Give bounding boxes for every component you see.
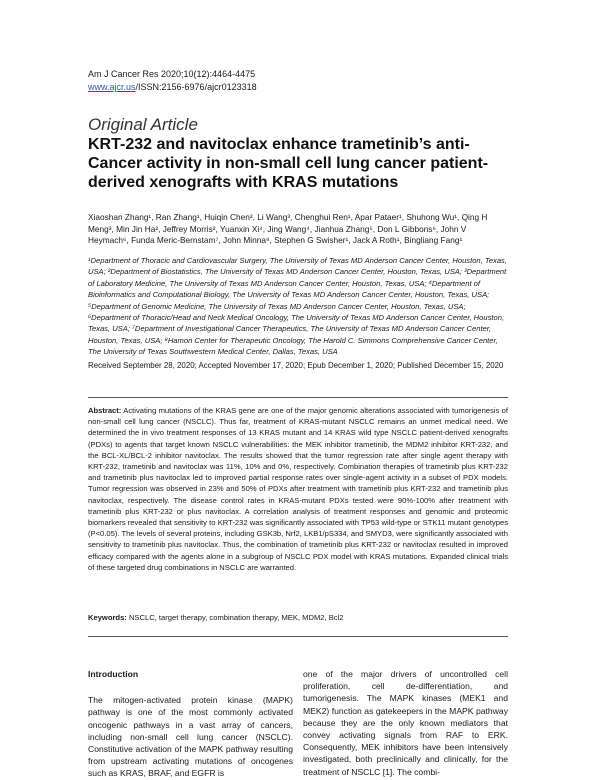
journal-header	[88, 68, 508, 94]
intro-right-text: one of the major drivers of uncontrolled cell proliferation, cell de-differentiation, and tumorigenesis. The MAPK kinases (MEK1 and MEK2) function as gatekeepers in the MAPK pathway because they are the only known mediators that convey activating signals from RAF to ERK. Consequently, MEK inhibitors have been intensively investigated, both preclinically and clinically, for the treatment of NSCLC [1]. The combi-	[303, 669, 508, 777]
author-list: Xiaoshan Zhang¹, Ran Zhang¹, Huiqin Chen², Li Wang³, Chenghui Ren¹, Apar Pataer¹, Shuhong Wu¹, Qing H Meng³, Min Jin Ha², Jeffrey Morris², Yuanxin Xi⁴, Jing Wang⁴, Jianhua Zhang⁵, Don L Gibbons⁶, John V Heymach⁶, Funda Meric-Bernstam⁷, John Minna⁸, Stephen G Swisher¹, Jack A Roth¹, Bingliang Fang¹	[88, 212, 488, 245]
issn-text: /ISSN:2156-6976/ajcr0123318	[135, 82, 257, 92]
abstract-text: Activating mutations of the KRAS gene are one of the major genomic alterations associated with tumorigenesis of non-small cell lung cancer (NSCLC). Thus far, treatment of KRAS-mutant NSCLC remains an unmet medical need. We determined the in vivo treatment responses of 13 KRAS mutant and 14 KRAS wild type NSCLC patient-derived xenografts (PDXs) to agents that target known NSCLC vulnerabilities: the MEK inhibitor trametinib, the MDM2 inhibitor KRT-232, and the BCL-XL/BCL-2 inhibitor navitoclax. The results showed that the tumor regression rate after single agent therapy with KRT-232, trametinib and navitoclax was 11%, 10% and 0%, respectively. Combination therapies of trametinib plus KRT-232 and trametinib plus navitoclax led to improved partial response rates over single-agent activity in a subset of PDX models. Tumor regression was observed in 23% and 50% of PDXs after treatment with trametinib plus KRT-232 and trametinib plus navitoclax, respectively. The disease control rates in KRAS-mutant PDXs tested were 90%-100% after treatment with trametinib plus KRT-232 or plus navitoclax. A correlation analysis of treatment responses and genomic and proteomic biomarkers revealed that sensitivity to KRT-232 was significantly associated with TP53 wild-type or STK11 mutant genotypes (P<0.05). The levels of several proteins, including GSK3b, Nrf2, LKB1/pS334, and SMYD3, were significantly associated with sensitivity to trametinib plus navitoclax. Thus, the combination of trametinib plus KRT-232 or navitoclax resulted in improved efficacy compared with the agents alone in a subgroup of NSCLC PDX model with KRAS mutations. Expanded clinical trials of these targeted drug combinations in NSCLC are warranted.	[88, 406, 508, 572]
publication-dates: Received September 28, 2020; Accepted November 17, 2020; Epub December 1, 2020; Published December 15, 2020	[88, 361, 504, 370]
keywords	[88, 612, 508, 623]
journal-links	[88, 81, 508, 94]
divider	[88, 397, 508, 398]
abstract-label: Abstract:	[88, 406, 122, 415]
affiliations: ¹Department of Thoracic and Cardiovascular Surgery, The University of Texas MD Anderson Cancer Center, Houston, Texas, USA; ²Department of Biostatistics, The University of Texas MD Anderson Cancer Center, Houston, Texas, USA; ³Department of Laboratory Medicine, The University of Texas MD Anderson Cancer Center, Houston, Texas, USA; ⁴Department of Bioinformatics and Computational Biology, The University of Texas MD Anderson Cancer Center, Houston, Texas, USA; ⁵Department of Genomic Medicine, The University of Texas MD Anderson Cancer Center, Houston, Texas, USA; ⁶Department of Thoracic/Head and Neck Medical Oncology, The University of Texas MD Anderson Cancer Center, Houston, Texas, USA; ⁷Department of Investigational Cancer Therapeutics, The University of Texas MD Anderson Cancer Center, Houston, Texas, USA; ⁸Hamon Center for Therapeutic Oncology, The Harold C. Simmons Comprehensive Cancer Center, The University of Texas Southwestern Medical Center, Dallas, Texas, USA	[88, 256, 507, 357]
keywords-text: NSCLC, target therapy, combination therapy, MEK, MDM2, Bcl2	[128, 613, 344, 622]
intro-right-column	[303, 668, 508, 778]
intro-left-text: The mitogen-activated protein kinase (MAPK) pathway is one of the most commonly activated oncogenic pathways in a vast array of cancers, including non-small cell lung cancer (NSCLC). Constitutive activation of the MAPK pathway resulting from upstream activating mutations of oncogenes such as KRAS, BRAF, and EGFR is	[88, 695, 293, 779]
article-type: Original Article	[88, 115, 198, 134]
abstract	[88, 405, 508, 573]
intro-heading: Introduction	[88, 669, 139, 679]
keywords-label: Keywords:	[88, 613, 127, 622]
journal-url-link[interactable]: www.ajcr.us	[88, 82, 136, 92]
article-title: KRT-232 and navitoclax enhance trametinib’s anti-Cancer activity in non-small cell lung cancer patient-derived xenografts with KRAS mutations	[88, 136, 489, 191]
divider	[88, 636, 508, 637]
journal-citation: Am J Cancer Res 2020;10(12):4464-4475	[88, 69, 256, 79]
intro-left-column	[88, 668, 293, 780]
